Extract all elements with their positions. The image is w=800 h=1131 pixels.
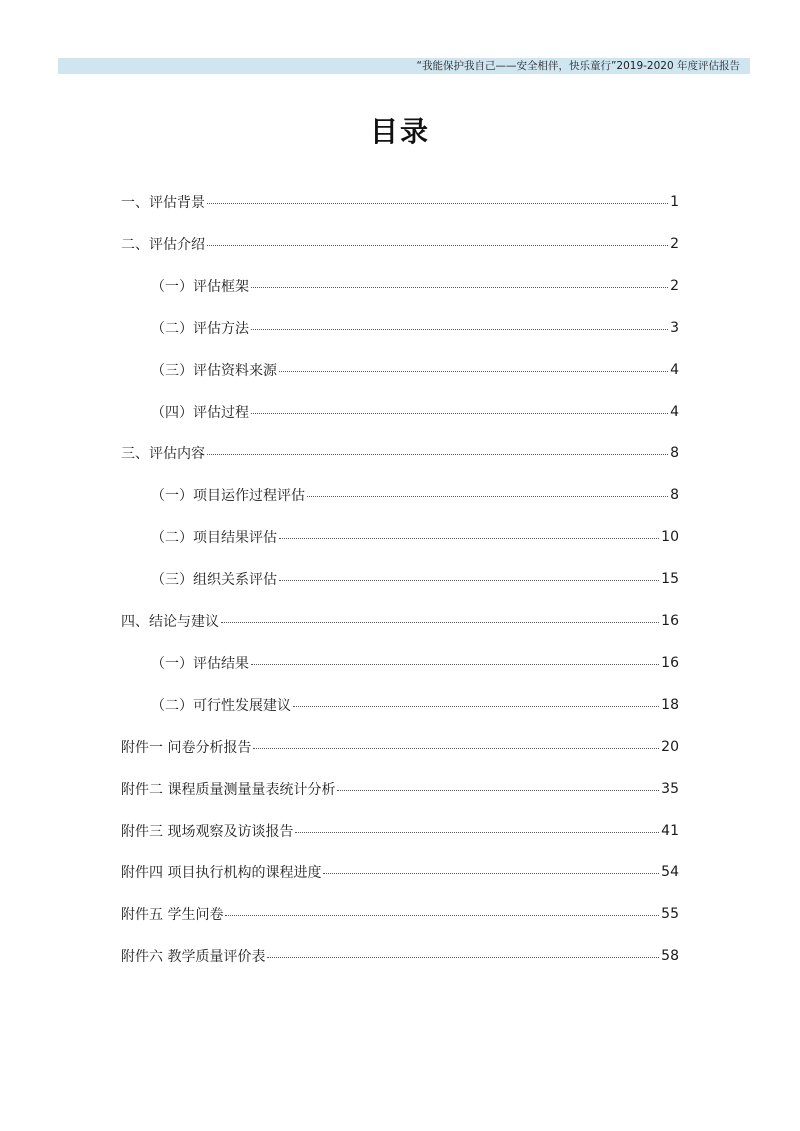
toc-entry-page-number: 54 xyxy=(661,864,679,880)
toc-leader-dots xyxy=(295,832,659,833)
running-header-text: “我能保护我自己——安全相伴，快乐童行”2019-2020 年度评估报告 xyxy=(416,60,740,72)
toc-entry-label: 二、评估介绍 xyxy=(121,237,205,253)
toc-leader-dots xyxy=(267,957,659,958)
toc-leader-dots xyxy=(337,790,659,791)
toc-entry-page-number: 16 xyxy=(661,655,679,671)
toc-entry-page-number: 35 xyxy=(661,781,679,797)
toc-entry[interactable] xyxy=(151,567,679,591)
toc-leader-dots xyxy=(279,538,659,539)
toc-entry[interactable] xyxy=(121,232,679,256)
toc-entry-page-number: 55 xyxy=(661,906,679,922)
toc-entry-label: 附件三 现场观察及访谈报告 xyxy=(121,824,294,840)
toc-leader-dots xyxy=(279,580,659,581)
toc-leader-dots xyxy=(307,496,668,497)
toc-entry-page-number: 8 xyxy=(670,445,679,461)
toc-entry-label: 三、评估内容 xyxy=(121,446,205,462)
page-title: 目录 xyxy=(369,115,430,148)
toc-entry-page-number: 18 xyxy=(661,697,679,713)
toc-entry-page-number: 3 xyxy=(670,320,679,336)
toc-entry[interactable] xyxy=(151,651,679,675)
toc-leader-dots xyxy=(251,413,668,414)
toc-leader-dots xyxy=(225,915,659,916)
toc-leader-dots xyxy=(251,287,668,288)
toc-entry[interactable] xyxy=(121,860,679,884)
toc-entry[interactable] xyxy=(151,483,679,507)
toc-entry[interactable] xyxy=(151,400,679,424)
toc-entry[interactable] xyxy=(121,609,679,633)
toc-entry-page-number: 4 xyxy=(670,362,679,378)
toc-entry-page-number: 8 xyxy=(670,487,679,503)
toc-entry[interactable] xyxy=(151,693,679,717)
toc-entry-page-number: 10 xyxy=(661,529,679,545)
toc-entry-page-number: 1 xyxy=(670,194,679,210)
toc-entry-page-number: 41 xyxy=(661,823,679,839)
toc-entry[interactable] xyxy=(121,819,679,843)
toc-leader-dots xyxy=(323,873,659,874)
toc-leader-dots xyxy=(293,706,659,707)
toc-entry-label: （一）评估结果 xyxy=(151,656,249,672)
toc-leader-dots xyxy=(207,245,668,246)
toc-entry-label: （三）组织关系评估 xyxy=(151,572,277,588)
toc-entry[interactable] xyxy=(121,777,679,801)
toc-entry[interactable] xyxy=(151,358,679,382)
toc-entry-label: 一、评估背景 xyxy=(121,195,205,211)
toc-entry-label: （二）可行性发展建议 xyxy=(151,698,291,714)
toc-entry-label: （二）项目结果评估 xyxy=(151,530,277,546)
toc-leader-dots xyxy=(221,622,659,623)
toc-entry-label: 四、结论与建议 xyxy=(121,614,219,630)
toc-entry[interactable] xyxy=(121,441,679,465)
toc-entry-label: （三）评估资料来源 xyxy=(151,363,277,379)
toc-entry[interactable] xyxy=(121,902,679,926)
toc-entry-label: 附件五 学生问卷 xyxy=(121,907,224,923)
toc-entry-page-number: 15 xyxy=(661,571,679,587)
toc-entry-page-number: 16 xyxy=(661,613,679,629)
toc-entry[interactable] xyxy=(151,316,679,340)
toc-leader-dots xyxy=(279,371,668,372)
toc-entry-label: 附件一 问卷分析报告 xyxy=(121,740,252,756)
toc-entry-page-number: 20 xyxy=(661,739,679,755)
running-header xyxy=(58,58,750,74)
toc-entry-page-number: 2 xyxy=(670,278,679,294)
toc-entry-page-number: 58 xyxy=(661,948,679,964)
toc-leader-dots xyxy=(253,748,659,749)
toc-leader-dots xyxy=(251,329,668,330)
toc-entry-label: 附件二 课程质量测量量表统计分析 xyxy=(121,782,336,798)
toc-entry[interactable] xyxy=(151,274,679,298)
toc-entry-label: （四）评估过程 xyxy=(151,405,249,421)
toc-entry-label: （二）评估方法 xyxy=(151,321,249,337)
toc-entry-label: （一）评估框架 xyxy=(151,279,249,295)
toc-entry[interactable] xyxy=(121,190,679,214)
toc-entry[interactable] xyxy=(121,944,679,968)
toc-entry-label: （一）项目运作过程评估 xyxy=(151,488,305,504)
toc-leader-dots xyxy=(251,664,659,665)
toc-leader-dots xyxy=(207,203,668,204)
toc-entry[interactable] xyxy=(151,525,679,549)
toc-entry[interactable] xyxy=(121,735,679,759)
toc-entry-label: 附件六 教学质量评价表 xyxy=(121,949,266,965)
toc-leader-dots xyxy=(207,454,668,455)
toc-entry-page-number: 4 xyxy=(670,404,679,420)
toc-entry-label: 附件四 项目执行机构的课程进度 xyxy=(121,865,322,881)
toc-entry-page-number: 2 xyxy=(670,236,679,252)
